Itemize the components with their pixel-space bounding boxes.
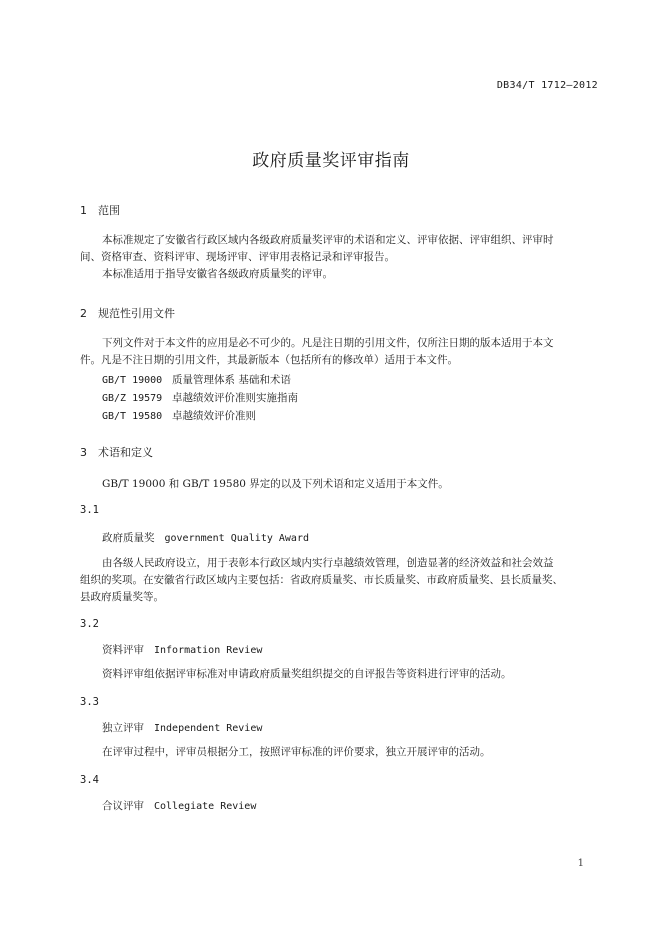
page-number: 1 (577, 858, 584, 869)
paragraph-line: 下列文件对于本文件的应用是必不可少的。凡是注日期的引用文件，仅所注日期的版本适用于本文 (102, 337, 554, 349)
paragraph-line: 由各级人民政府设立，用于表彰本行政区域内实行卓越绩效管理，创造显著的经济效益和社会效益 (102, 557, 554, 569)
paragraph-line: GB/T 19000 和 GB/T 19580 界定的以及下列术语和定义适用于本文件。 (102, 478, 449, 490)
paragraph-line: 在评审过程中，评审员根据分工，按照评审标准的评价要求，独立开展评审的活动。 (102, 746, 491, 758)
reference-entry: GB/T 19000 质量管理体系 基础和术语 (102, 374, 291, 386)
paragraph-line: 本标准适用于指导安徽省各级政府质量奖的评审。 (102, 268, 333, 280)
section-heading-terms: 3 术语和定义 (80, 446, 153, 459)
term-number: 3.3 (80, 696, 99, 708)
paragraph-line: 资料评审组依据评审标准对申请政府质量奖组织提交的自评报告等资料进行评审的活动。 (102, 668, 512, 680)
paragraph-line: 县政府质量奖等。 (80, 591, 164, 603)
section-heading-scope: 1 范围 (80, 204, 120, 217)
term-title: 合议评审 Collegiate Review (102, 800, 257, 812)
term-title: 政府质量奖 government Quality Award (102, 532, 309, 544)
term-number: 3.4 (80, 774, 99, 786)
term-title: 独立评审 Independent Review (102, 722, 263, 734)
term-number: 3.2 (80, 618, 99, 630)
term-number: 3.1 (80, 504, 99, 516)
paragraph-line: 件。凡是不注日期的引用文件，其最新版本（包括所有的修改单）适用于本文件。 (80, 354, 458, 366)
paragraph-line: 本标准规定了安徽省行政区域内各级政府质量奖评审的术语和定义、评审依据、评审组织、评审时 (102, 234, 554, 246)
reference-entry: GB/Z 19579 卓越绩效评价准则实施指南 (102, 392, 298, 404)
standard-code: DB34/T 1712—2012 (496, 80, 598, 91)
document-title: 政府质量奖评审指南 (252, 151, 410, 171)
paragraph-line: 间、资格审查、资料评审、现场评审、评审用表格记录和评审报告。 (80, 251, 395, 263)
reference-entry: GB/T 19580 卓越绩效评价准则 (102, 410, 256, 422)
section-heading-normative-references: 2 规范性引用文件 (80, 307, 175, 320)
term-title: 资料评审 Information Review (102, 644, 263, 656)
paragraph-line: 组织的奖项。在安徽省行政区域内主要包括：省政府质量奖、市长质量奖、市政府质量奖、县长质量奖、 (80, 574, 563, 586)
